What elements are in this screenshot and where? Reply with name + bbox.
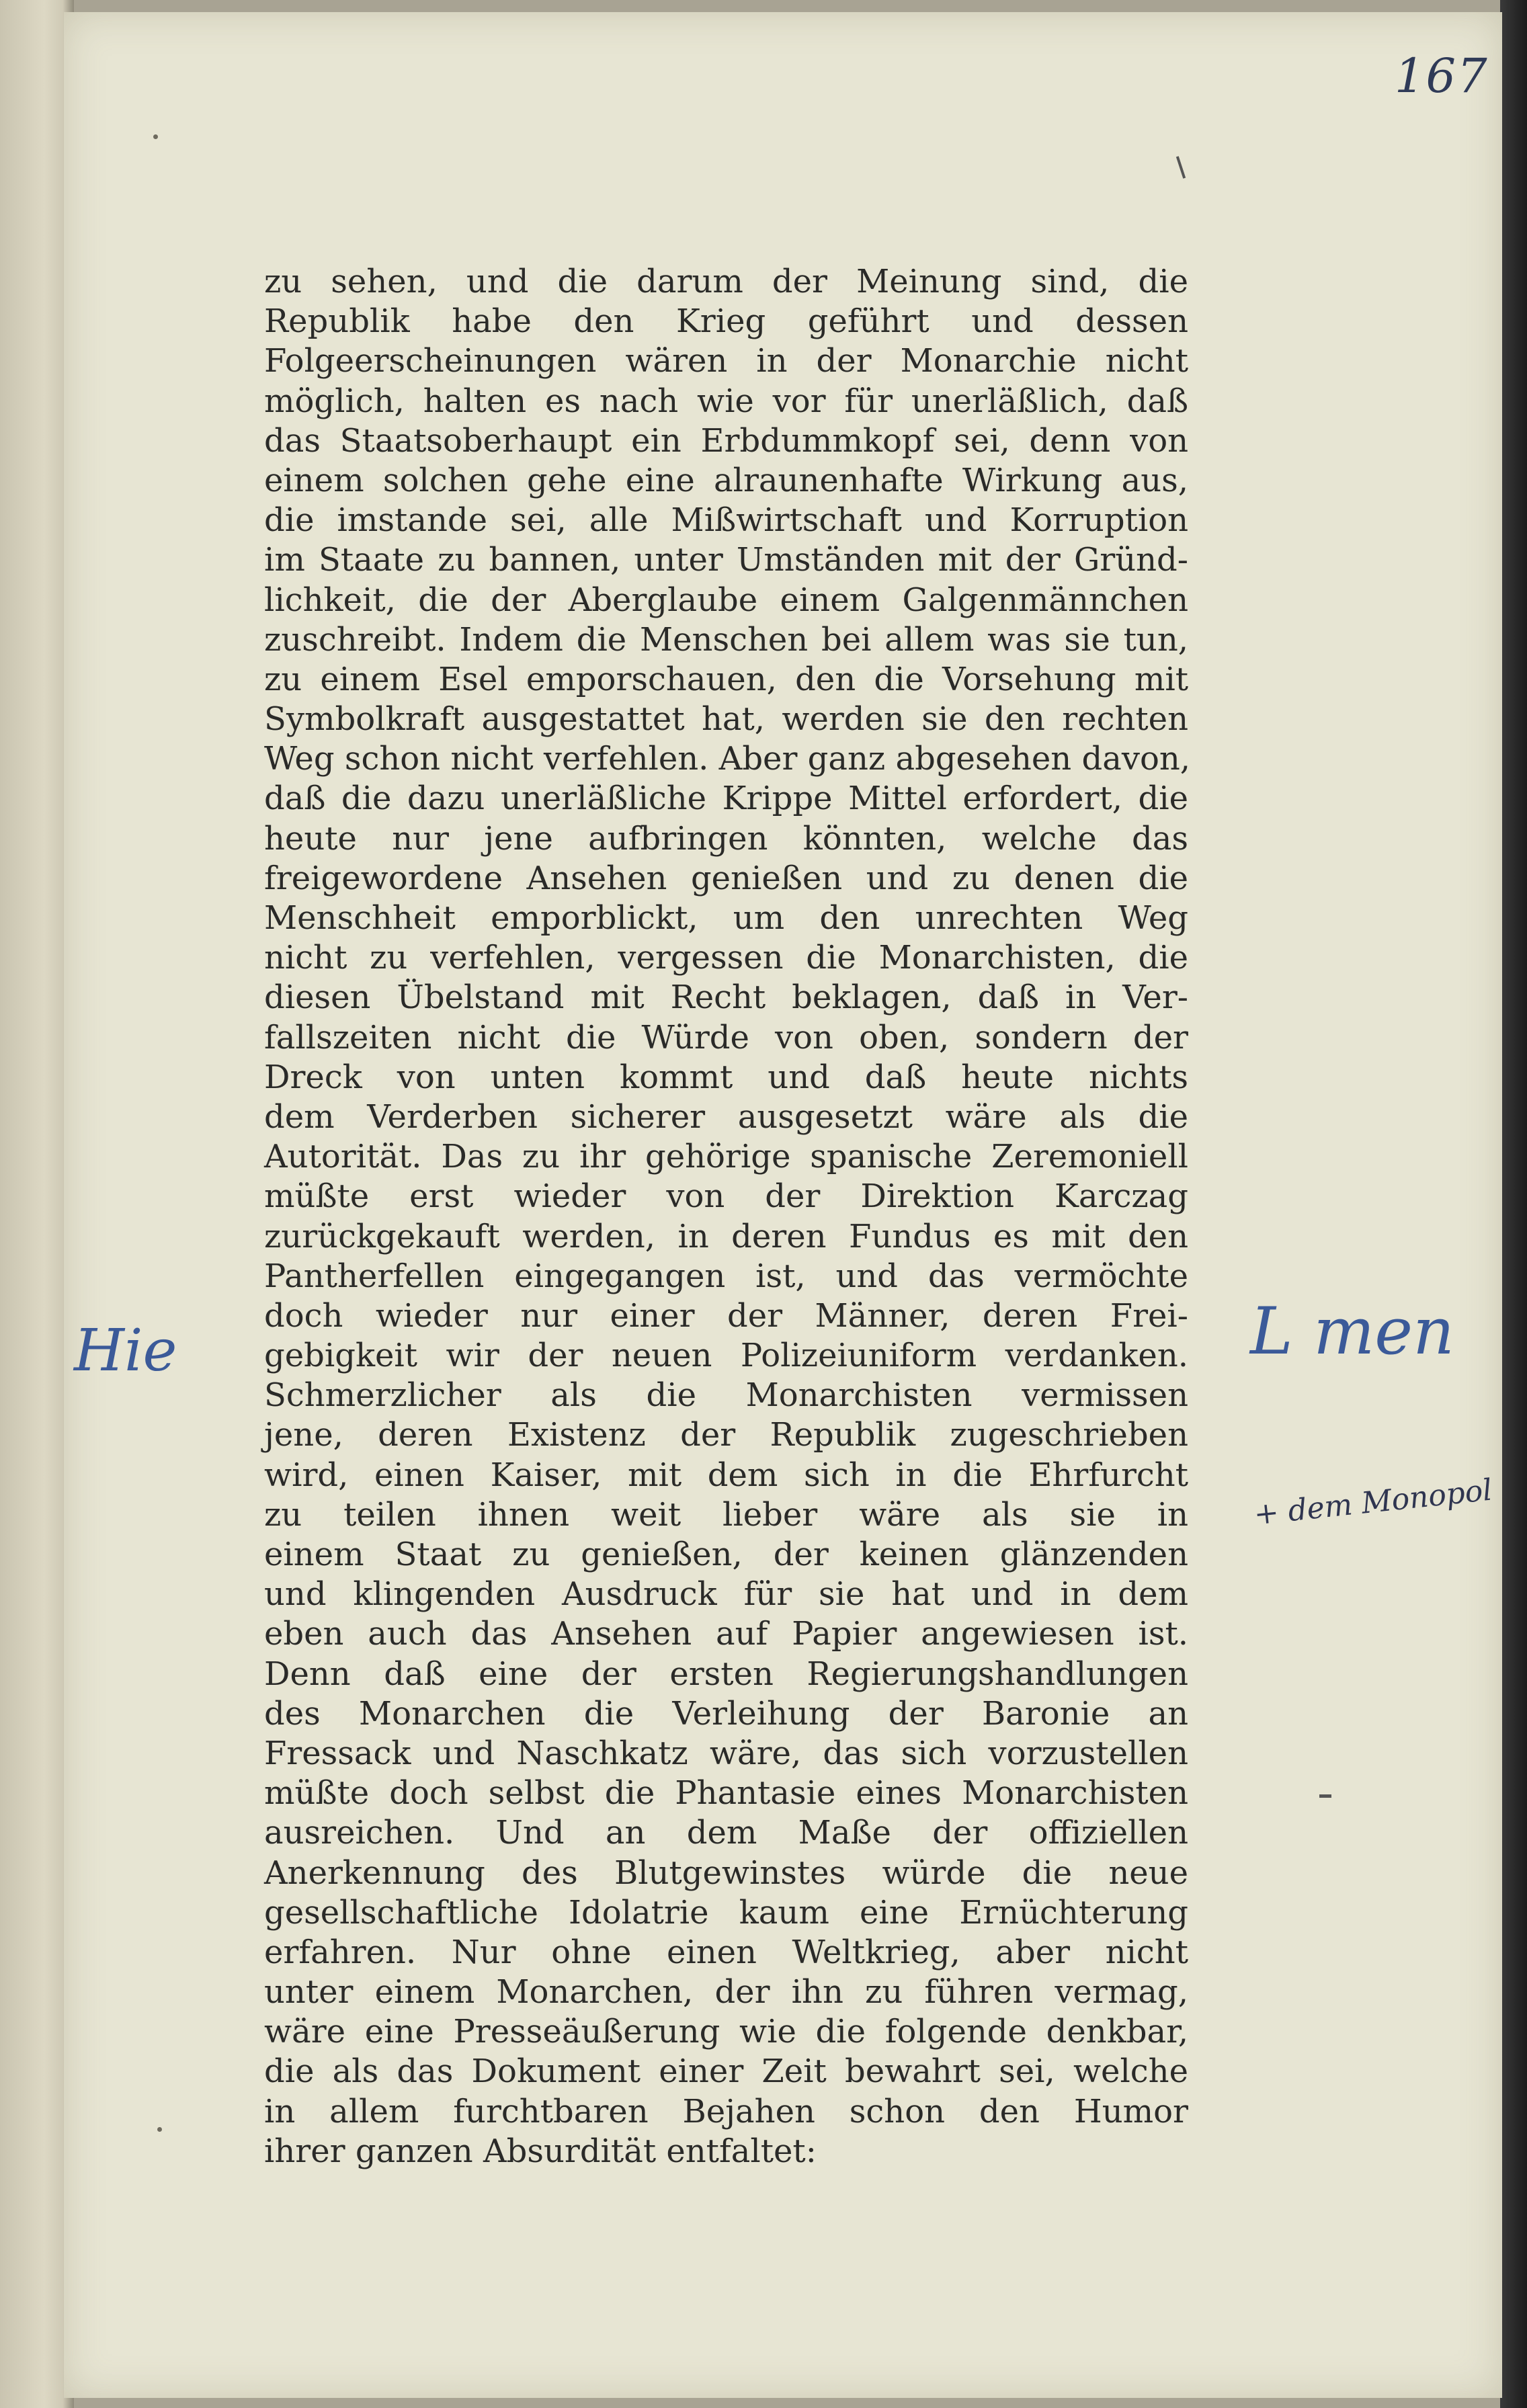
- text-line: wäre eine Presseäußerung wie die folgende denkbar,: [264, 2013, 1188, 2051]
- text-line: gesellschaftliche Idolatrie kaum eine Ernüchterung: [264, 1893, 1188, 1932]
- text-line: möglich, halten es nach wie vor für unerläßlich, daß: [264, 382, 1188, 420]
- handwritten-insertion-note: + dem Monopol: [1252, 1472, 1494, 1532]
- text-line: zu einem Esel emporschauen, den die Vorsehung mit: [264, 660, 1188, 698]
- text-line: einem Staat zu genießen, der keinen glänzenden: [264, 1536, 1188, 1573]
- text-line: zu teilen ihnen weit lieber wäre als sie in: [264, 1495, 1188, 1534]
- text-line: daß die dazu unerläßliche Krippe Mittel erfordert, die: [264, 780, 1188, 818]
- text-line: Weg schon nicht verfehlen. Aber ganz abgesehen davon,: [264, 740, 1191, 778]
- text-line: eben auch das Ansehen auf Papier angewiesen ist.: [264, 1615, 1188, 1653]
- text-line: Folgeerscheinungen wären in der Monarchie nicht: [264, 342, 1188, 380]
- text-line: zuschreibt. Indem die Menschen bei allem was sie tun,: [264, 620, 1188, 659]
- text-line: Schmerzlicher als die Monarchisten vermissen: [264, 1376, 1188, 1415]
- text-line: erfahren. Nur ohne einen Weltkrieg, aber nicht: [264, 1933, 1188, 1971]
- text-line: das Staatsoberhaupt ein Erbdummkopf sei, denn von: [264, 421, 1188, 460]
- text-line: Fressack und Naschkatz wäre, das sich vorzustellen: [264, 1734, 1188, 1772]
- text-line: doch wieder nur einer der Männer, deren Frei-: [264, 1296, 1188, 1335]
- text-line: freigewordene Ansehen genießen und zu denen die: [264, 859, 1188, 897]
- body-text: [264, 262, 1191, 2171]
- text-line: dem Verderben sicherer ausgesetzt wäre als die: [264, 1097, 1188, 1136]
- text-line: jene, deren Existenz der Republik zugeschrieben: [264, 1416, 1188, 1454]
- handwritten-note-left: Hie: [74, 1317, 177, 1384]
- text-line: im Staate zu bannen, unter Umständen mit der Gründ-: [264, 541, 1188, 579]
- text-line: in allem furchtbaren Bejahen schon den Humor: [264, 2092, 1188, 2130]
- text-line: Symbolkraft ausgestattet hat, werden sie den rechten: [264, 700, 1188, 739]
- text-line: müßte erst wieder von der Direktion Karczag: [264, 1177, 1188, 1216]
- text-line: Anerkennung des Blutgewinstes würde die neue: [264, 1854, 1188, 1892]
- page-number: 167: [1395, 48, 1489, 103]
- text-line: ausreichen. Und an dem Maße der offiziellen: [264, 1814, 1188, 1852]
- text-line: nicht zu verfehlen, vergessen die Monarchisten, die: [264, 939, 1188, 977]
- paper-speck: [157, 2127, 162, 2132]
- text-line: einem solchen gehe eine alraunenhafte Wirkung aus,: [264, 461, 1188, 499]
- text-line: müßte doch selbst die Phantasie eines Monarchisten: [264, 1774, 1188, 1813]
- text-line: zu sehen, und die darum der Meinung sind, die: [264, 263, 1188, 300]
- text-line: des Monarchen die Verleihung der Baronie an: [264, 1694, 1188, 1733]
- text-line: Dreck von unten kommt und daß heute nichts: [264, 1058, 1188, 1096]
- text-line: Pantherfellen eingegangen ist, und das vermöchte: [264, 1257, 1188, 1295]
- right-page-edge: [1500, 0, 1527, 2408]
- text-line: die als das Dokument einer Zeit bewahrt sei, welche: [264, 2052, 1188, 2091]
- text-line: zurückgekauft werden, in deren Fundus es mit den: [264, 1217, 1188, 1255]
- text-line: unter einem Monarchen, der ihn zu führen vermag,: [264, 1973, 1188, 2011]
- handwritten-note-right: L men: [1250, 1294, 1454, 1369]
- text-line: gebigkeit wir der neuen Polizeiuniform verdanken.: [264, 1337, 1188, 1375]
- text-line: wird, einen Kaiser, mit dem sich in die Ehrfurcht: [264, 1456, 1188, 1494]
- text-line: Autorität. Das zu ihr gehörige spanische Zeremoniell: [264, 1138, 1188, 1176]
- text-line: und klingenden Ausdruck für sie hat und in dem: [264, 1575, 1188, 1614]
- text-line: heute nur jene aufbringen könnten, welche das: [264, 819, 1188, 858]
- pencil-dash-mark: [1319, 1794, 1331, 1798]
- left-page-edge: [0, 0, 74, 2408]
- text-line: Denn daß eine der ersten Regierungshandlungen: [264, 1655, 1188, 1693]
- text-line: Menschheit emporblickt, um den unrechten Weg: [264, 899, 1188, 937]
- text-line: diesen Übelstand mit Recht beklagen, daß in Ver-: [264, 979, 1188, 1017]
- text-line: lichkeit, die der Aberglaube einem Galgenmännchen: [264, 581, 1188, 619]
- text-line: fallszeiten nicht die Würde von oben, sondern der: [264, 1018, 1188, 1056]
- text-line: die imstande sei, alle Mißwirtschaft und Korruption: [264, 501, 1188, 540]
- paper-speck: [153, 134, 158, 139]
- text-line: Republik habe den Krieg geführt und dessen: [264, 302, 1188, 341]
- text-line: ihrer ganzen Absurdität entfaltet:: [264, 2132, 817, 2170]
